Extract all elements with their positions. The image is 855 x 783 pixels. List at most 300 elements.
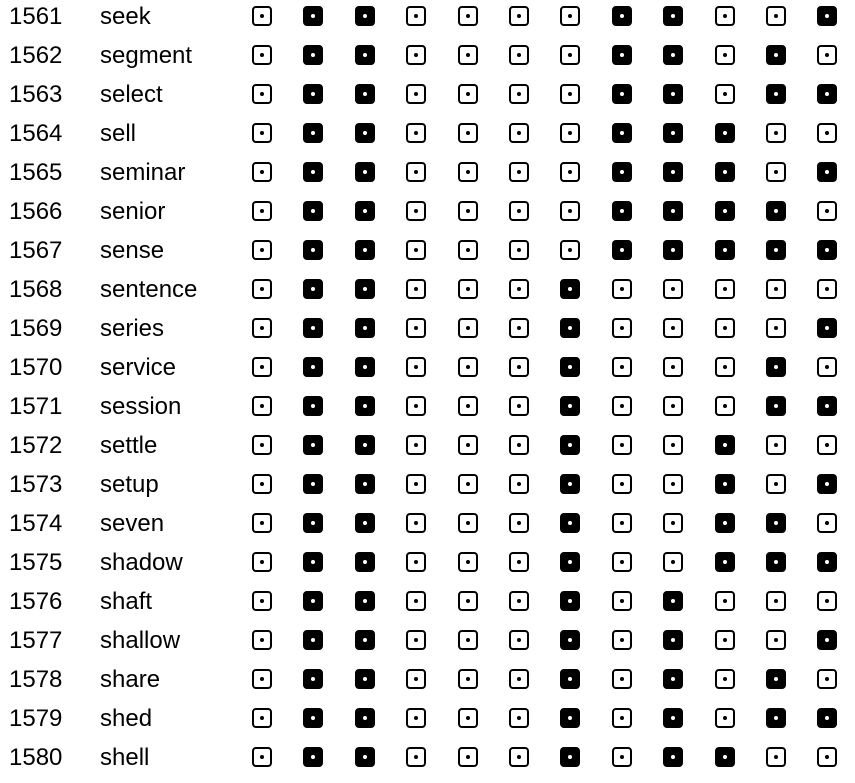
- row-index: 1566: [9, 198, 63, 225]
- outlined-square-dot-icon: [458, 84, 478, 104]
- filled-square-dot-icon: [817, 474, 837, 494]
- row-index: 1561: [9, 3, 63, 30]
- outlined-square-dot-icon: [458, 6, 478, 26]
- filled-square-dot-icon: [766, 45, 786, 65]
- filled-square-dot-icon: [560, 279, 580, 299]
- outlined-square-dot-icon: [252, 318, 272, 338]
- word-row: [0, 273, 855, 312]
- outlined-square-dot-icon: [406, 513, 426, 533]
- outlined-square-dot-icon: [766, 474, 786, 494]
- outlined-square-dot-icon: [406, 669, 426, 689]
- word-row: [0, 39, 855, 78]
- outlined-square-dot-icon: [509, 45, 529, 65]
- outlined-square-dot-icon: [509, 318, 529, 338]
- filled-square-dot-icon: [560, 552, 580, 572]
- outlined-square-dot-icon: [406, 123, 426, 143]
- row-word: shallow: [100, 627, 181, 654]
- word-row: [0, 741, 855, 780]
- outlined-square-dot-icon: [252, 396, 272, 416]
- row-index: 1565: [9, 159, 63, 186]
- outlined-square-dot-icon: [509, 747, 529, 767]
- filled-square-dot-icon: [303, 45, 323, 65]
- outlined-square-dot-icon: [715, 591, 735, 611]
- filled-square-dot-icon: [663, 591, 683, 611]
- outlined-square-dot-icon: [715, 45, 735, 65]
- outlined-square-dot-icon: [458, 747, 478, 767]
- outlined-square-dot-icon: [663, 474, 683, 494]
- outlined-square-dot-icon: [458, 513, 478, 533]
- filled-square-dot-icon: [303, 357, 323, 377]
- filled-square-dot-icon: [355, 669, 375, 689]
- outlined-square-dot-icon: [458, 201, 478, 221]
- filled-square-dot-icon: [303, 396, 323, 416]
- outlined-square-dot-icon: [509, 240, 529, 260]
- outlined-square-dot-icon: [406, 747, 426, 767]
- filled-square-dot-icon: [560, 669, 580, 689]
- filled-square-dot-icon: [355, 396, 375, 416]
- row-word: seven: [100, 510, 165, 537]
- filled-square-dot-icon: [663, 201, 683, 221]
- filled-square-dot-icon: [612, 45, 632, 65]
- filled-square-dot-icon: [560, 591, 580, 611]
- word-row: [0, 429, 855, 468]
- word-row: [0, 468, 855, 507]
- outlined-square-dot-icon: [406, 84, 426, 104]
- outlined-square-dot-icon: [252, 669, 272, 689]
- filled-square-dot-icon: [766, 240, 786, 260]
- outlined-square-dot-icon: [252, 201, 272, 221]
- outlined-square-dot-icon: [458, 45, 478, 65]
- outlined-square-dot-icon: [509, 201, 529, 221]
- word-row: [0, 78, 855, 117]
- outlined-square-dot-icon: [252, 357, 272, 377]
- filled-square-dot-icon: [612, 123, 632, 143]
- filled-square-dot-icon: [355, 279, 375, 299]
- outlined-square-dot-icon: [406, 357, 426, 377]
- filled-square-dot-icon: [560, 630, 580, 650]
- filled-square-dot-icon: [817, 708, 837, 728]
- filled-square-dot-icon: [715, 747, 735, 767]
- outlined-square-dot-icon: [612, 669, 632, 689]
- filled-square-dot-icon: [355, 513, 375, 533]
- filled-square-dot-icon: [715, 162, 735, 182]
- filled-square-dot-icon: [303, 240, 323, 260]
- outlined-square-dot-icon: [458, 591, 478, 611]
- row-index: 1573: [9, 471, 63, 498]
- row-word: settle: [100, 432, 158, 459]
- filled-square-dot-icon: [612, 240, 632, 260]
- outlined-square-dot-icon: [252, 591, 272, 611]
- word-row: [0, 624, 855, 663]
- outlined-square-dot-icon: [406, 240, 426, 260]
- filled-square-dot-icon: [303, 591, 323, 611]
- outlined-square-dot-icon: [766, 279, 786, 299]
- outlined-square-dot-icon: [509, 162, 529, 182]
- row-word: shell: [100, 744, 150, 771]
- row-word: session: [100, 393, 182, 420]
- row-word: shaft: [100, 588, 153, 615]
- filled-square-dot-icon: [303, 123, 323, 143]
- filled-square-dot-icon: [817, 396, 837, 416]
- outlined-square-dot-icon: [509, 123, 529, 143]
- filled-square-dot-icon: [817, 240, 837, 260]
- word-row: [0, 195, 855, 234]
- filled-square-dot-icon: [560, 396, 580, 416]
- filled-square-dot-icon: [560, 435, 580, 455]
- row-index: 1579: [9, 705, 63, 732]
- filled-square-dot-icon: [817, 6, 837, 26]
- row-index: 1562: [9, 42, 63, 69]
- outlined-square-dot-icon: [663, 513, 683, 533]
- word-row: [0, 702, 855, 741]
- outlined-square-dot-icon: [458, 396, 478, 416]
- outlined-square-dot-icon: [766, 123, 786, 143]
- outlined-square-dot-icon: [406, 630, 426, 650]
- word-row: [0, 0, 855, 39]
- outlined-square-dot-icon: [252, 474, 272, 494]
- outlined-square-dot-icon: [817, 747, 837, 767]
- outlined-square-dot-icon: [715, 84, 735, 104]
- filled-square-dot-icon: [766, 84, 786, 104]
- filled-square-dot-icon: [303, 318, 323, 338]
- outlined-square-dot-icon: [406, 552, 426, 572]
- outlined-square-dot-icon: [560, 45, 580, 65]
- word-row: [0, 507, 855, 546]
- outlined-square-dot-icon: [406, 201, 426, 221]
- outlined-square-dot-icon: [509, 279, 529, 299]
- row-index: 1568: [9, 276, 63, 303]
- filled-square-dot-icon: [663, 45, 683, 65]
- filled-square-dot-icon: [715, 435, 735, 455]
- outlined-square-dot-icon: [560, 201, 580, 221]
- outlined-square-dot-icon: [252, 45, 272, 65]
- word-row: [0, 585, 855, 624]
- filled-square-dot-icon: [766, 669, 786, 689]
- outlined-square-dot-icon: [406, 435, 426, 455]
- row-index: 1574: [9, 510, 63, 537]
- row-index: 1563: [9, 81, 63, 108]
- outlined-square-dot-icon: [509, 357, 529, 377]
- filled-square-dot-icon: [612, 162, 632, 182]
- word-row: [0, 546, 855, 585]
- outlined-square-dot-icon: [458, 279, 478, 299]
- outlined-square-dot-icon: [406, 6, 426, 26]
- filled-square-dot-icon: [303, 435, 323, 455]
- outlined-square-dot-icon: [612, 279, 632, 299]
- outlined-square-dot-icon: [458, 669, 478, 689]
- filled-square-dot-icon: [766, 201, 786, 221]
- row-word: share: [100, 666, 161, 693]
- filled-square-dot-icon: [612, 201, 632, 221]
- row-word: seek: [100, 3, 151, 30]
- outlined-square-dot-icon: [406, 396, 426, 416]
- filled-square-dot-icon: [560, 357, 580, 377]
- outlined-square-dot-icon: [612, 747, 632, 767]
- outlined-square-dot-icon: [612, 552, 632, 572]
- outlined-square-dot-icon: [766, 318, 786, 338]
- filled-square-dot-icon: [817, 630, 837, 650]
- filled-square-dot-icon: [817, 84, 837, 104]
- filled-square-dot-icon: [766, 357, 786, 377]
- row-index: 1580: [9, 744, 63, 771]
- word-row: [0, 117, 855, 156]
- outlined-square-dot-icon: [612, 708, 632, 728]
- outlined-square-dot-icon: [663, 279, 683, 299]
- row-word: service: [100, 354, 177, 381]
- filled-square-dot-icon: [355, 123, 375, 143]
- outlined-square-dot-icon: [252, 552, 272, 572]
- outlined-square-dot-icon: [252, 123, 272, 143]
- filled-square-dot-icon: [817, 318, 837, 338]
- word-row: [0, 351, 855, 390]
- filled-square-dot-icon: [715, 552, 735, 572]
- row-word: shadow: [100, 549, 183, 576]
- outlined-square-dot-icon: [612, 630, 632, 650]
- filled-square-dot-icon: [303, 513, 323, 533]
- outlined-square-dot-icon: [817, 591, 837, 611]
- filled-square-dot-icon: [355, 6, 375, 26]
- row-word: setup: [100, 471, 159, 498]
- filled-square-dot-icon: [303, 747, 323, 767]
- outlined-square-dot-icon: [715, 6, 735, 26]
- outlined-square-dot-icon: [252, 435, 272, 455]
- outlined-square-dot-icon: [252, 747, 272, 767]
- filled-square-dot-icon: [303, 84, 323, 104]
- outlined-square-dot-icon: [612, 435, 632, 455]
- outlined-square-dot-icon: [406, 162, 426, 182]
- row-index: 1577: [9, 627, 63, 654]
- filled-square-dot-icon: [560, 708, 580, 728]
- filled-square-dot-icon: [715, 201, 735, 221]
- outlined-square-dot-icon: [766, 435, 786, 455]
- outlined-square-dot-icon: [612, 474, 632, 494]
- outlined-square-dot-icon: [252, 162, 272, 182]
- outlined-square-dot-icon: [458, 123, 478, 143]
- row-index: 1572: [9, 432, 63, 459]
- row-word: sentence: [100, 276, 198, 303]
- filled-square-dot-icon: [715, 513, 735, 533]
- filled-square-dot-icon: [303, 708, 323, 728]
- filled-square-dot-icon: [355, 240, 375, 260]
- outlined-square-dot-icon: [817, 435, 837, 455]
- outlined-square-dot-icon: [715, 318, 735, 338]
- filled-square-dot-icon: [355, 201, 375, 221]
- outlined-square-dot-icon: [252, 6, 272, 26]
- outlined-square-dot-icon: [766, 747, 786, 767]
- outlined-square-dot-icon: [252, 240, 272, 260]
- outlined-square-dot-icon: [715, 396, 735, 416]
- outlined-square-dot-icon: [560, 123, 580, 143]
- outlined-square-dot-icon: [715, 708, 735, 728]
- outlined-square-dot-icon: [612, 513, 632, 533]
- outlined-square-dot-icon: [817, 123, 837, 143]
- outlined-square-dot-icon: [560, 162, 580, 182]
- row-index: 1578: [9, 666, 63, 693]
- filled-square-dot-icon: [355, 747, 375, 767]
- filled-square-dot-icon: [663, 162, 683, 182]
- filled-square-dot-icon: [560, 747, 580, 767]
- filled-square-dot-icon: [612, 84, 632, 104]
- filled-square-dot-icon: [715, 474, 735, 494]
- filled-square-dot-icon: [560, 318, 580, 338]
- outlined-square-dot-icon: [560, 240, 580, 260]
- outlined-square-dot-icon: [817, 513, 837, 533]
- filled-square-dot-icon: [355, 708, 375, 728]
- row-index: 1575: [9, 549, 63, 576]
- outlined-square-dot-icon: [458, 357, 478, 377]
- outlined-square-dot-icon: [406, 318, 426, 338]
- filled-square-dot-icon: [766, 396, 786, 416]
- filled-square-dot-icon: [303, 552, 323, 572]
- outlined-square-dot-icon: [458, 708, 478, 728]
- filled-square-dot-icon: [355, 357, 375, 377]
- filled-square-dot-icon: [355, 630, 375, 650]
- outlined-square-dot-icon: [766, 630, 786, 650]
- outlined-square-dot-icon: [458, 474, 478, 494]
- word-row: [0, 390, 855, 429]
- outlined-square-dot-icon: [817, 357, 837, 377]
- word-row: [0, 312, 855, 351]
- filled-square-dot-icon: [612, 6, 632, 26]
- outlined-square-dot-icon: [509, 630, 529, 650]
- outlined-square-dot-icon: [458, 240, 478, 260]
- outlined-square-dot-icon: [509, 474, 529, 494]
- outlined-square-dot-icon: [509, 591, 529, 611]
- filled-square-dot-icon: [817, 552, 837, 572]
- row-word: senior: [100, 198, 166, 225]
- filled-square-dot-icon: [663, 747, 683, 767]
- outlined-square-dot-icon: [612, 591, 632, 611]
- row-word: sense: [100, 237, 165, 264]
- outlined-square-dot-icon: [560, 84, 580, 104]
- outlined-square-dot-icon: [509, 6, 529, 26]
- word-row: [0, 663, 855, 702]
- outlined-square-dot-icon: [766, 6, 786, 26]
- word-row: [0, 234, 855, 273]
- outlined-square-dot-icon: [406, 708, 426, 728]
- outlined-square-dot-icon: [458, 552, 478, 572]
- row-index: 1571: [9, 393, 63, 420]
- outlined-square-dot-icon: [252, 708, 272, 728]
- filled-square-dot-icon: [715, 123, 735, 143]
- row-index: 1569: [9, 315, 63, 342]
- filled-square-dot-icon: [663, 240, 683, 260]
- filled-square-dot-icon: [355, 318, 375, 338]
- filled-square-dot-icon: [766, 708, 786, 728]
- filled-square-dot-icon: [663, 123, 683, 143]
- filled-square-dot-icon: [663, 84, 683, 104]
- filled-square-dot-icon: [663, 669, 683, 689]
- outlined-square-dot-icon: [458, 318, 478, 338]
- outlined-square-dot-icon: [817, 279, 837, 299]
- filled-square-dot-icon: [303, 6, 323, 26]
- outlined-square-dot-icon: [766, 591, 786, 611]
- filled-square-dot-icon: [766, 513, 786, 533]
- outlined-square-dot-icon: [663, 552, 683, 572]
- outlined-square-dot-icon: [509, 435, 529, 455]
- outlined-square-dot-icon: [406, 474, 426, 494]
- outlined-square-dot-icon: [817, 201, 837, 221]
- filled-square-dot-icon: [663, 708, 683, 728]
- outlined-square-dot-icon: [252, 279, 272, 299]
- filled-square-dot-icon: [817, 162, 837, 182]
- filled-square-dot-icon: [355, 45, 375, 65]
- row-word: shed: [100, 705, 153, 732]
- filled-square-dot-icon: [355, 474, 375, 494]
- outlined-square-dot-icon: [252, 513, 272, 533]
- outlined-square-dot-icon: [509, 708, 529, 728]
- outlined-square-dot-icon: [509, 552, 529, 572]
- row-word: sell: [100, 120, 137, 147]
- outlined-square-dot-icon: [663, 318, 683, 338]
- row-index: 1564: [9, 120, 63, 147]
- outlined-square-dot-icon: [406, 591, 426, 611]
- outlined-square-dot-icon: [817, 45, 837, 65]
- outlined-square-dot-icon: [509, 513, 529, 533]
- outlined-square-dot-icon: [509, 84, 529, 104]
- outlined-square-dot-icon: [509, 669, 529, 689]
- filled-square-dot-icon: [303, 162, 323, 182]
- row-word: segment: [100, 42, 193, 69]
- filled-square-dot-icon: [355, 84, 375, 104]
- row-index: 1570: [9, 354, 63, 381]
- outlined-square-dot-icon: [406, 45, 426, 65]
- filled-square-dot-icon: [303, 279, 323, 299]
- outlined-square-dot-icon: [663, 357, 683, 377]
- filled-square-dot-icon: [355, 162, 375, 182]
- outlined-square-dot-icon: [817, 669, 837, 689]
- outlined-square-dot-icon: [715, 630, 735, 650]
- filled-square-dot-icon: [715, 240, 735, 260]
- filled-square-dot-icon: [303, 630, 323, 650]
- outlined-square-dot-icon: [612, 357, 632, 377]
- outlined-square-dot-icon: [509, 396, 529, 416]
- filled-square-dot-icon: [303, 201, 323, 221]
- row-word: seminar: [100, 159, 186, 186]
- filled-square-dot-icon: [303, 474, 323, 494]
- filled-square-dot-icon: [560, 474, 580, 494]
- outlined-square-dot-icon: [663, 396, 683, 416]
- outlined-square-dot-icon: [715, 669, 735, 689]
- outlined-square-dot-icon: [715, 279, 735, 299]
- row-index: 1576: [9, 588, 63, 615]
- outlined-square-dot-icon: [612, 318, 632, 338]
- outlined-square-dot-icon: [715, 357, 735, 377]
- row-word: select: [100, 81, 163, 108]
- filled-square-dot-icon: [303, 669, 323, 689]
- word-row: [0, 156, 855, 195]
- outlined-square-dot-icon: [663, 435, 683, 455]
- filled-square-dot-icon: [355, 591, 375, 611]
- outlined-square-dot-icon: [560, 6, 580, 26]
- outlined-square-dot-icon: [612, 396, 632, 416]
- filled-square-dot-icon: [355, 435, 375, 455]
- filled-square-dot-icon: [663, 6, 683, 26]
- outlined-square-dot-icon: [458, 162, 478, 182]
- outlined-square-dot-icon: [458, 630, 478, 650]
- outlined-square-dot-icon: [252, 630, 272, 650]
- outlined-square-dot-icon: [458, 435, 478, 455]
- row-index: 1567: [9, 237, 63, 264]
- filled-square-dot-icon: [560, 513, 580, 533]
- outlined-square-dot-icon: [252, 84, 272, 104]
- filled-square-dot-icon: [766, 552, 786, 572]
- filled-square-dot-icon: [355, 552, 375, 572]
- outlined-square-dot-icon: [406, 279, 426, 299]
- row-word: series: [100, 315, 165, 342]
- outlined-square-dot-icon: [766, 162, 786, 182]
- filled-square-dot-icon: [663, 630, 683, 650]
